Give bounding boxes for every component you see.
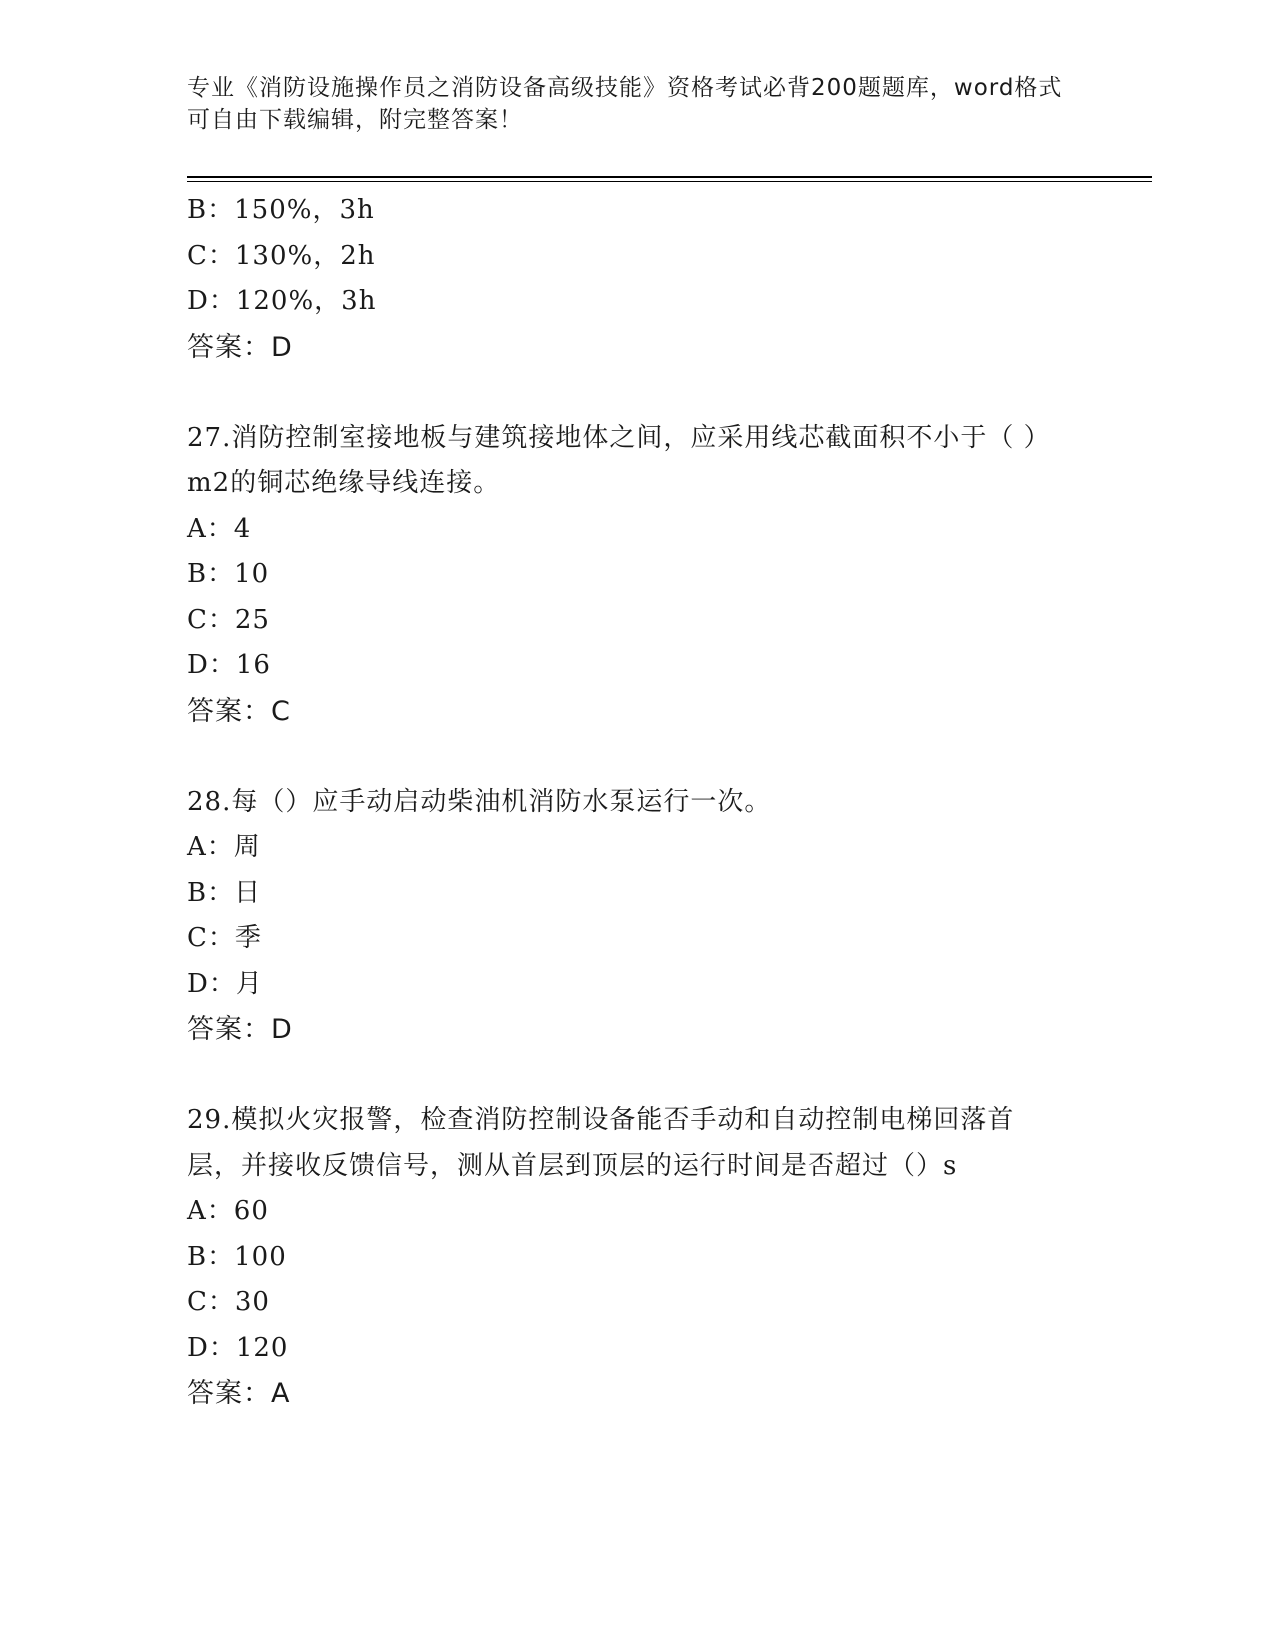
option-b: B：100: [187, 1241, 287, 1272]
answer: 答案：D: [187, 1014, 293, 1045]
answer: 答案：A: [187, 1378, 291, 1409]
spacer: [187, 1053, 1087, 1099]
option-a: A：周: [187, 832, 261, 862]
question-26-tail: [187, 188, 1087, 370]
option-d: D：120: [187, 1332, 289, 1363]
question-stem: 28.每（）应手动启动柴油机消防水泵运行一次。: [187, 786, 772, 817]
spacer: [187, 734, 1087, 780]
header-divider: [187, 176, 1152, 182]
option-c: C：季: [187, 923, 262, 953]
question-27: [187, 416, 1087, 735]
question-28: [187, 780, 1087, 1053]
option-c: C：130%，2h: [187, 240, 376, 271]
question-list: [187, 188, 1087, 1417]
option-c: C：25: [187, 604, 270, 635]
option-b: B：150%，3h: [187, 195, 375, 225]
answer: 答案：D: [187, 331, 293, 363]
option-d: D：16: [187, 650, 271, 680]
option-a: A：4: [187, 513, 252, 544]
option-b: B：日: [187, 877, 262, 908]
option-d: D：月: [187, 968, 263, 999]
option-c: C：30: [187, 1287, 270, 1317]
page-header: 专业《消防设施操作员之消防设备高级技能》资格考试必背200题题库，word格式可自由下载编辑，附完整答案！: [187, 75, 1063, 133]
option-a: A：60: [187, 1196, 269, 1226]
question-stem: 29.模拟火灾报警，检查消防控制设备能否手动和自动控制电梯回落首层，并接收反馈信号，测从首层到顶层的运行时间是否超过（）s: [187, 1105, 1015, 1181]
option-b: B：10: [187, 559, 270, 589]
option-d: D：120%，3h: [187, 286, 377, 316]
question-stem: 27.消防控制室接地板与建筑接地体之间，应采用线芯截面积不小于（ ）m2的铜芯绝缘导线连接。: [187, 422, 1051, 498]
answer: 答案：C: [187, 695, 291, 727]
spacer: [187, 370, 1087, 416]
question-29: [187, 1098, 1087, 1417]
